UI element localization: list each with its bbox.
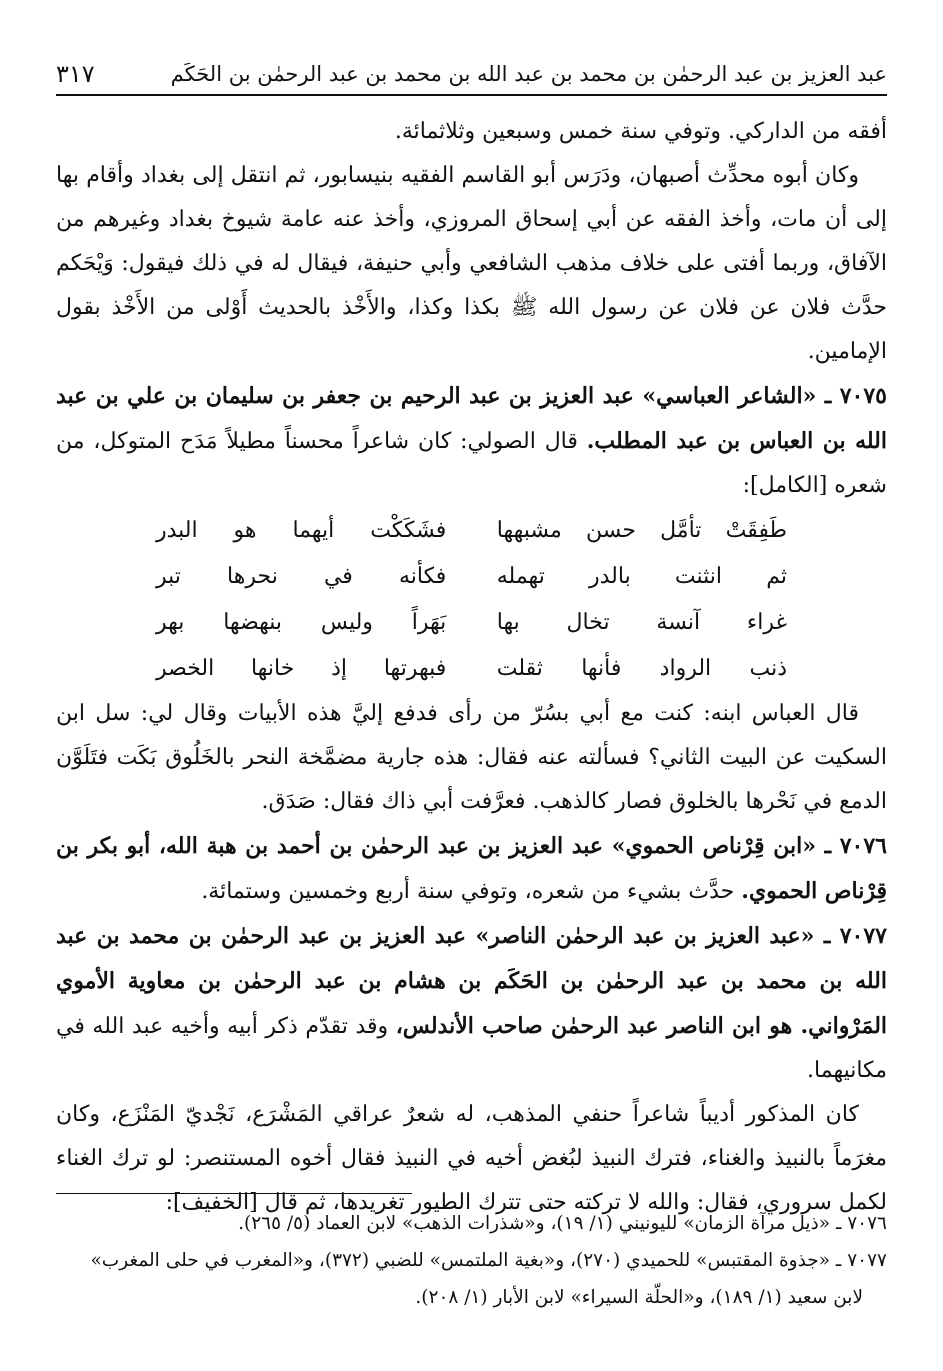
entry-7075: [56, 374, 887, 508]
poem-verse: [156, 646, 787, 692]
entry-7077-heading: ٧٠٧٧ ـ «عبد العزيز بن عبد الرحمٰن الناصر» عبد العزيز بن عبد الرحمٰن بن محمد بن عبد الله بن محمد بن عبد الرحمٰن بن الحَكَم بن هشام بن عبد الرحمٰن بن معاوية الأموي المَرْواني. هو ابن الناصر عبد الرحمٰن صاحب الأندلس،: [56, 923, 888, 1039]
verse-second-hemistich: بَهَراً وليس بنهضها بهر: [156, 610, 447, 635]
poem: [156, 508, 787, 692]
entry-7075-heading: ٧٠٧٥ ـ «الشاعر العباسي» عبد العزيز بن عبد الرحيم بن جعفر بن سليمان بن علي بن عبد الله بن العباس بن عبد المطلب.: [56, 383, 887, 454]
entry-7077-text: وقد تقدّم ذكر أبيه وأخيه عبد الله في مكانيهما.: [56, 1014, 887, 1083]
verse-first-hemistich: ثم انثنت بالدر تهمله: [496, 564, 787, 589]
paragraph-abbas: قال العباس ابنه: كنت مع أبي بسُرّ من رأى فدفع إليَّ هذه الأبيات وقال لي: سل ابن السكيت عن البيت الثاني؟ فسألته عنه فقال: هذه جارية مضمَّخة النحر بالخَلُوق بَكَت فتَلَوَّن الدمع في نَحْرها بالخلوق فصار كالذهب. فعرَّفت أبي ذاك فقال: صَدَق.: [56, 701, 887, 814]
footnote-rule: [56, 1193, 412, 1194]
page-number: ٣١٧: [56, 60, 95, 88]
verse-second-hemistich: فبهرتها إذ خانها الخصر: [156, 656, 447, 681]
paragraph-father: وكان أبوه محدِّث أصبهان، ودَرَس أبو القاسم الفقيه بنيسابور، ثم انتقل إلى بغداد وأقام بها إلى أن مات، وأخذ الفقه عن أبي إسحاق المروزي، وأخذ عنه عامة شيوخ بغداد وغيرهم من الآفاق، وربما أفتى على خلاف مذهب الشافعي وأبي حنيفة، فيقال له في ذلك فيقول: وَيْحَكم حدَّث فلان عن فلان عن رسول الله ﷺ بكذا وكذا، والأَخْذ بالحديث أَوْلى من الأَخْذ بقول الإمامين.: [56, 163, 888, 364]
poem-verse: [156, 508, 787, 554]
entry-7076-text: حدَّث بشيء من شعره، وتوفي سنة أربع وخمسين وستمائة.: [201, 879, 742, 904]
verse-second-hemistich: فشَكَكْت أيهما هو البدر: [156, 518, 447, 543]
footnotes: [56, 1205, 887, 1316]
verse-first-hemistich: ذنب الرواد فأنها ثقلت: [496, 656, 787, 681]
paragraph-poet: كان المذكور أديباً شاعراً حنفي المذهب، له شعرٌ عراقي المَشْرَع، نَجْديّ المَنْزَع، وكان مغرَماً بالنبيذ والغناء، فترك النبيذ لبُغض أخيه في النبيذ فقال أخوه المستنصر: لو ترك الغناء لكمل سروري، فقال: والله لا تركته حتى تترك الطيور تغريدها، ثم قال [الخفيف]:: [56, 1102, 887, 1215]
verse-first-hemistich: طَفِقَتْ تأمَّل حسن مشبهها: [496, 518, 787, 543]
entry-7077: [56, 914, 887, 1093]
header-rule: [56, 94, 887, 96]
verse-first-hemistich: غراء آنسة تخال بها: [496, 610, 787, 635]
footnote-7077-continued: لابن سعيد (١/ ١٨٩)، و«الحلّة السيراء» لابن الأبار (١/ ٢٠٨).: [415, 1287, 863, 1308]
running-title: عبد العزيز بن عبد الرحمٰن بن محمد بن عبد الله بن محمد بن عبد الرحمٰن بن الحَكَم: [170, 62, 887, 86]
intro-paragraph: أفقه من الداركي. وتوفي سنة خمس وسبعين وثلاثمائة.: [394, 119, 887, 144]
entry-7075-text: قال الصولي: كان شاعراً محسناً مطيلاً مَدَح المتوكل، من شعره [الكامل]:: [56, 429, 887, 498]
page-header: [56, 46, 887, 94]
verse-second-hemistich: فكأنه في نحرها تبر: [156, 564, 447, 589]
footnote-7076: ٧٠٧٦ ـ «ذيل مرآة الزمان» لليونيني (١/ ١٩)، و«شذرات الذهب» لابن العماد (٥/ ٢٦٥).: [238, 1213, 887, 1234]
main-text: [56, 110, 887, 1225]
entry-7076: [56, 824, 887, 914]
footnote-7077: ٧٠٧٧ ـ «جذوة المقتبس» للحميدي (٢٧٠)، و«بغية الملتمس» للضبي (٣٧٢)، و«المغرب في حلى المغرب»: [90, 1250, 887, 1271]
entry-7076-heading: ٧٠٧٦ ـ «ابن قِرْناص الحموي» عبد العزيز بن عبد الرحمٰن بن أحمد بن هبة الله، أبو بكر بن قِرْناص الحموي.: [56, 833, 887, 904]
poem-verse: [156, 554, 787, 600]
poem-verse: [156, 600, 787, 646]
